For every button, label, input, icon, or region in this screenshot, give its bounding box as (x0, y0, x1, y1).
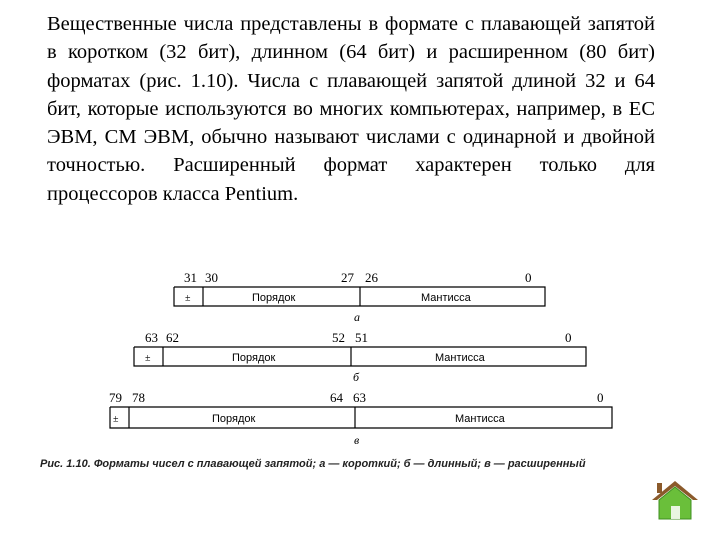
letter-long: б (353, 370, 360, 384)
bit-zero-short: 0 (525, 270, 532, 285)
home-button[interactable] (650, 478, 700, 522)
bit-sign-short: 31 (184, 270, 197, 285)
sign-field-long: ± (145, 353, 151, 364)
mantissa-field-short: Мантисса (421, 292, 471, 304)
format-long (134, 347, 586, 366)
bit-zero-long: 0 (565, 330, 572, 345)
home-icon (650, 478, 700, 522)
bit-order-end-long: 52 (332, 330, 345, 345)
bit-mantissa-start-long: 51 (355, 330, 368, 345)
bit-order-start-long: 62 (166, 330, 179, 345)
bit-order-end-extended: 64 (330, 390, 343, 405)
format-extended (110, 407, 612, 428)
figure-caption (40, 458, 586, 470)
caption-label: Рис. 1.10. (40, 458, 91, 470)
mantissa-field-extended: Мантисса (455, 413, 505, 425)
bit-zero-extended: 0 (597, 390, 604, 405)
bit-order-end-short: 27 (341, 270, 354, 285)
order-field-short: Порядок (252, 292, 296, 304)
letter-extended: в (354, 433, 360, 447)
body-paragraph: Вещественные числа представлены в формате с плавающей запятой в коротком (32 бит), длинном (64 бит) и расширенном (80 бит) форматах (рис. 1.10). Числа с плавающей запятой длиной 32 и 64 бит, которые используются во многих компьютерах, например, в ЕС ЭВМ, СМ ЭВМ, обычно называют числами с одинарной и двойной точностью. Расширенный формат характерен только для процессоров класса Pentium. (47, 13, 655, 205)
bit-sign-long: 63 (145, 330, 158, 345)
sign-field-short: ± (185, 293, 191, 304)
bit-order-start-short: 30 (205, 270, 218, 285)
letter-short: а (354, 310, 360, 324)
format-short (174, 287, 545, 306)
bit-order-start-extended: 78 (132, 390, 145, 405)
bit-mantissa-start-extended: 63 (353, 390, 366, 405)
order-field-extended: Порядок (212, 413, 256, 425)
order-field-long: Порядок (232, 352, 276, 364)
mantissa-field-long: Мантисса (435, 352, 485, 364)
caption-text: Форматы чисел с плавающей запятой; а — короткий; б — длинный; в — расширенный (93, 458, 586, 470)
bit-sign-extended: 79 (109, 390, 122, 405)
bit-mantissa-start-short: 26 (365, 270, 378, 285)
sign-field-extended: ± (113, 414, 119, 425)
